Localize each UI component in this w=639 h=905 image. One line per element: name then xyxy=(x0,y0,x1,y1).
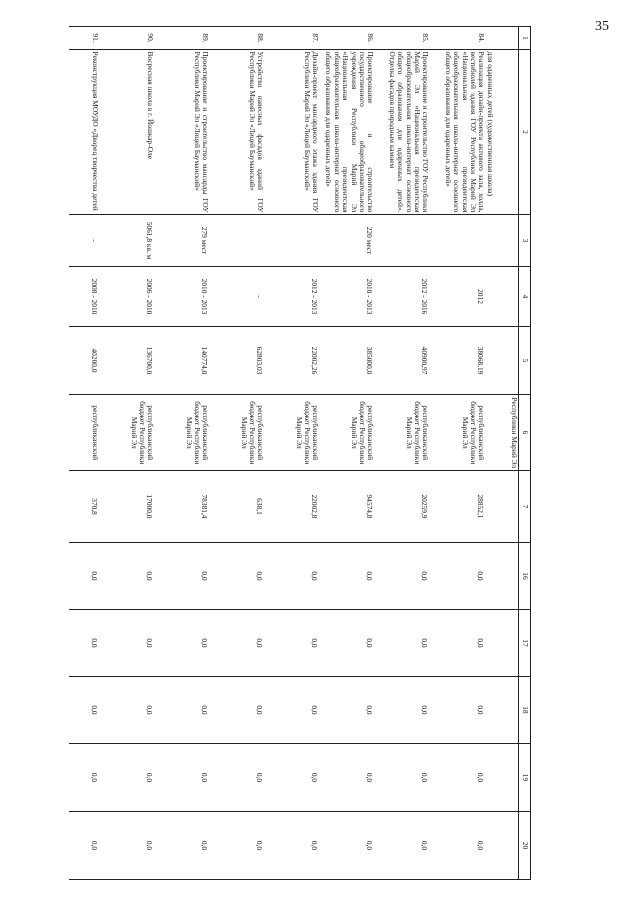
table-cell xyxy=(486,610,519,677)
cell-c18: 0,0 xyxy=(210,677,265,744)
cell-c18: 0,0 xyxy=(155,677,210,744)
header-cell: 19 xyxy=(519,744,531,812)
table-row xyxy=(155,27,210,880)
cell-source: республиканский бюджет Республики Марий Эл xyxy=(320,395,375,471)
cell-period: 2006 - 2010 xyxy=(100,267,155,327)
table-cell xyxy=(486,744,519,812)
page-number: 35 xyxy=(595,19,609,34)
cell-c17: 0,0 xyxy=(70,610,100,677)
cell-desc: Проектирование и строительство государственного общеобразовательного учреждения Республики Марий Эл «Национальная президентская общеобразовательная школа-интернат основного общего образования для одаренных детей» xyxy=(320,50,375,215)
cell-cost: 22002,26 xyxy=(265,327,320,395)
cell-period: 2010 - 2013 xyxy=(155,267,210,327)
cell-c17: 0,0 xyxy=(430,610,486,677)
cell-amount: 638,1 xyxy=(210,471,265,543)
cell-c19: 0,0 xyxy=(100,744,155,812)
cell-num: 90. xyxy=(100,27,155,50)
cell-cost: 40200,0 xyxy=(70,327,100,395)
cell-period: 2008 - 2010 xyxy=(70,267,100,327)
cell-desc: Проектирование и строительство мансарды ГОУ Республики Марий Эл «Лицей Бауманский» xyxy=(155,50,210,215)
cell-period: 2012 xyxy=(430,267,486,327)
cell-c16: 0,0 xyxy=(320,543,375,610)
cell-num: 88. xyxy=(210,27,265,50)
header-cell: 2 xyxy=(519,50,531,215)
cell-c17: 0,0 xyxy=(375,610,430,677)
carry-over-source: Республики Марий Эл xyxy=(486,395,519,471)
table-cell xyxy=(486,543,519,610)
cell-capacity: - xyxy=(70,215,100,267)
cell-c20: 0,0 xyxy=(430,812,486,880)
table-cell xyxy=(486,267,519,327)
table-cell xyxy=(486,27,519,50)
carry-over-row xyxy=(486,27,519,880)
cell-source: республиканский бюджет Республики Марий Эл xyxy=(100,395,155,471)
cell-c17: 0,0 xyxy=(100,610,155,677)
table-row xyxy=(100,27,155,880)
cell-desc: Реализация дизайн-проекта актового зала, холла, вестибюлей здания ГОУ Республики Марий Эл «Национальная президентская общеобразовательная школа-интернат основного общего образования для одаренных детей» xyxy=(430,50,486,215)
cell-capacity xyxy=(265,215,320,267)
header-cell: 5 xyxy=(519,327,531,395)
cell-c18: 0,0 xyxy=(430,677,486,744)
header-cell: 7 xyxy=(519,471,531,543)
table-cell xyxy=(486,812,519,880)
cell-c20: 0,0 xyxy=(100,812,155,880)
header-cell: 16 xyxy=(519,543,531,610)
cell-capacity xyxy=(210,215,265,267)
cell-desc: Восресная школа в г. Йошкар-Оле xyxy=(100,50,155,215)
cell-c20: 0,0 xyxy=(375,812,430,880)
cell-c16: 0,0 xyxy=(430,543,486,610)
cell-c20: 0,0 xyxy=(70,812,100,880)
table-row xyxy=(430,27,486,880)
cell-c17: 0,0 xyxy=(320,610,375,677)
cell-source: республиканский бюджет Республики Марий Эл xyxy=(155,395,210,471)
table-row xyxy=(210,27,265,880)
cell-c19: 0,0 xyxy=(210,744,265,812)
cell-cost: 136700,0 xyxy=(100,327,155,395)
cell-cost: 40900,97 xyxy=(375,327,430,395)
cell-c19: 0,0 xyxy=(70,744,100,812)
cell-c18: 0,0 xyxy=(265,677,320,744)
table-row xyxy=(265,27,320,880)
table-cell xyxy=(486,327,519,395)
header-cell: 1 xyxy=(519,27,531,50)
cell-c16: 0,0 xyxy=(375,543,430,610)
cell-amount: 78381,4 xyxy=(155,471,210,543)
cell-c20: 0,0 xyxy=(265,812,320,880)
table-cell xyxy=(486,677,519,744)
cell-capacity: 220 мест xyxy=(320,215,375,267)
table-row xyxy=(320,27,375,880)
cell-amount: 22002,8 xyxy=(265,471,320,543)
cell-period: 2012 - 2016 xyxy=(375,267,430,327)
cell-source: республиканский бюджет Республики Марий Эл xyxy=(375,395,430,471)
header-cell: 3 xyxy=(519,215,531,267)
cell-c20: 0,0 xyxy=(320,812,375,880)
cell-capacity xyxy=(375,215,430,267)
cell-desc: Устройство навесных фасадов зданий ГОУ Республики Марий Эл «Лицей Бауманский» xyxy=(210,50,265,215)
cell-c16: 0,0 xyxy=(100,543,155,610)
header-cell: 6 xyxy=(519,395,531,471)
header-row xyxy=(519,27,531,880)
cell-capacity xyxy=(430,215,486,267)
cell-num: 85. xyxy=(375,27,430,50)
cell-c17: 0,0 xyxy=(210,610,265,677)
cell-cost: 62803,03 xyxy=(210,327,265,395)
rotated-table-container xyxy=(90,26,531,879)
table-cell xyxy=(486,471,519,543)
cell-num: 86. xyxy=(320,27,375,50)
cell-amount: 17000,0 xyxy=(100,471,155,543)
cell-c19: 0,0 xyxy=(265,744,320,812)
cell-c17: 0,0 xyxy=(265,610,320,677)
cell-amount: 370,8 xyxy=(70,471,100,543)
cell-c18: 0,0 xyxy=(375,677,430,744)
cell-period: 2012 - 2013 xyxy=(265,267,320,327)
cell-source: республиканский бюджет Республики Марий Эл xyxy=(265,395,320,471)
cell-c18: 0,0 xyxy=(320,677,375,744)
cell-source: республиканский бюджет Республики Марий Эл xyxy=(210,395,265,471)
table-cell xyxy=(486,215,519,267)
cell-c16: 0,0 xyxy=(155,543,210,610)
header-cell: 4 xyxy=(519,267,531,327)
cell-c20: 0,0 xyxy=(210,812,265,880)
cell-amount: 94574,8 xyxy=(320,471,375,543)
cell-c16: 0,0 xyxy=(265,543,320,610)
cell-c19: 0,0 xyxy=(155,744,210,812)
cell-source: республиканский бюджет Республики Марий Эл xyxy=(430,395,486,471)
cell-desc: Дизайн-проект мансардного этажа здания ГОУ Республики Марий Эл «Лицей Бауманский» xyxy=(265,50,320,215)
table-row xyxy=(375,27,430,880)
header-cell: 17 xyxy=(519,610,531,677)
program-table xyxy=(70,26,532,880)
header-cell: 18 xyxy=(519,677,531,744)
cell-source: республиканский xyxy=(70,395,100,471)
cell-amount: 20259,9 xyxy=(375,471,430,543)
cell-cost: 385000,0 xyxy=(320,327,375,395)
cell-capacity: 5061,8 кв. м xyxy=(100,215,155,267)
cell-num: 87. xyxy=(265,27,320,50)
cell-c16: 0,0 xyxy=(70,543,100,610)
carry-over-description: для одаренных детей (художественная школа) xyxy=(486,50,519,215)
cell-c20: 0,0 xyxy=(155,812,210,880)
cell-num: 91. xyxy=(70,27,100,50)
cell-c18: 0,0 xyxy=(70,677,100,744)
cell-c16: 0,0 xyxy=(210,543,265,610)
cell-cost: 140774,0 xyxy=(155,327,210,395)
cell-c19: 0,0 xyxy=(375,744,430,812)
table-row xyxy=(70,27,100,880)
cell-desc: Реконструкция МОУДО «Дворец творчества детей xyxy=(70,50,100,215)
cell-c19: 0,0 xyxy=(320,744,375,812)
cell-capacity: 279 мест xyxy=(155,215,210,267)
header-cell: 20 xyxy=(519,812,531,880)
cell-period: 2010 - 2013 xyxy=(320,267,375,327)
cell-c17: 0,0 xyxy=(155,610,210,677)
cell-num: 89. xyxy=(155,27,210,50)
cell-cost: 38068,19 xyxy=(430,327,486,395)
cell-desc: Проектирование и строительство ГОУ Республики Марий Эл «Национальная президентская общеобразовательная школа-интернат основного общего образования для одаренных детей». Отделка фасадов природным камнем xyxy=(375,50,430,215)
cell-period: - xyxy=(210,267,265,327)
cell-num: 84. xyxy=(430,27,486,50)
cell-c18: 0,0 xyxy=(100,677,155,744)
cell-c19: 0,0 xyxy=(430,744,486,812)
cell-amount: 28852,1 xyxy=(430,471,486,543)
